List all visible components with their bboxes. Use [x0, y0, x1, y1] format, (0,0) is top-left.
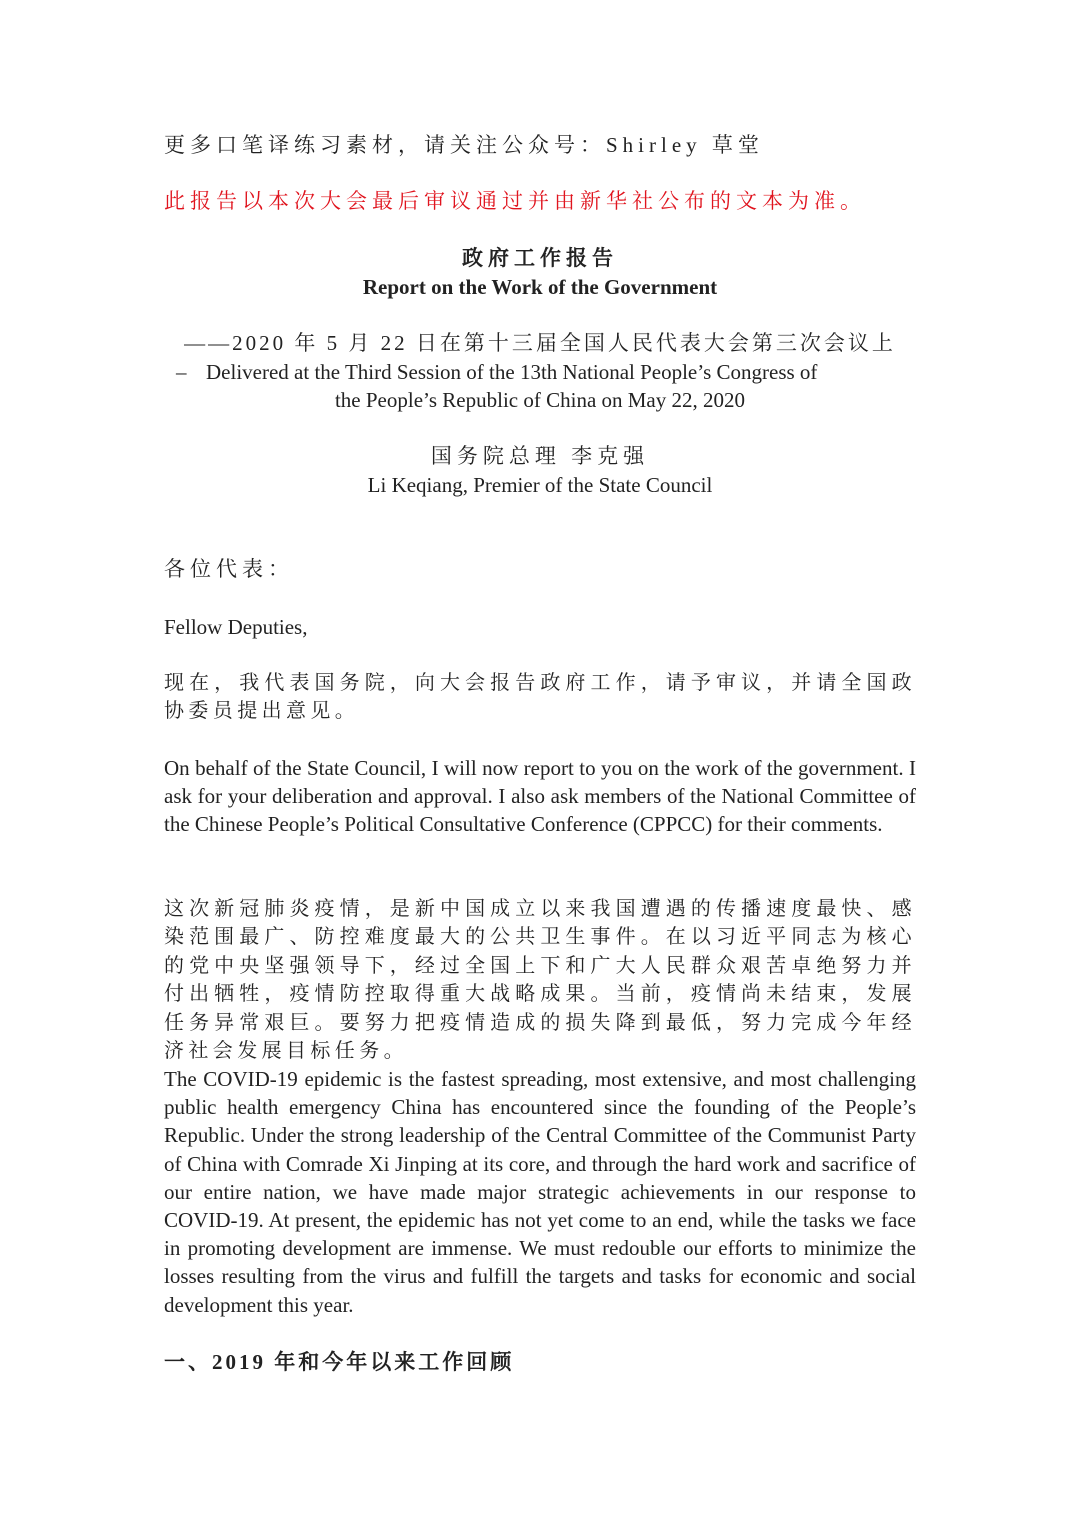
delivery-line-en-1: Delivered at the Third Session of the 13th National People’s Congress of [206, 360, 818, 384]
speaker-en: Li Keqiang, Premier of the State Council [367, 473, 713, 497]
follow-note: 更多口笔译练习素材，请关注公众号：Shirley 草堂 [164, 133, 764, 157]
paragraph-2-zh: 这次新冠肺炎疫情，是新中国成立以来我国遭遇的传播速度最快、感染范围最广、防控难度最大的公共卫生事件。在以习近平同志为核心的党中央坚强领导下，经过全国上下和广大人民群众艰苦卓绝努力并付出牺牲，疫情防控取得重大战略成果。当前，疫情尚未结束，发展任务异常艰巨。要努力把疫情造成的损失降到最低，努力完成今年经济社会发展目标任务。 [164, 898, 916, 1063]
report-title-zh: 政府工作报告 [462, 246, 618, 270]
report-title-en: Report on the Work of the Government [362, 275, 718, 299]
paragraph-1-en: On behalf of the State Council, I will now report to you on the work of the government. I ask for your deliberation and approval. I also ask members of the National Committee of the Chinese People’s Political Consultative Conference (CPPCC) for their comments. [164, 756, 916, 837]
delivery-line-zh: ——2020 年 5 月 22 日在第十三届全国人民代表大会第三次会议上 [184, 331, 896, 355]
salutation-en: Fellow Deputies, [164, 615, 308, 639]
paragraph-1-zh: 现在，我代表国务院，向大会报告政府工作，请予审议，并请全国政协委员提出意见。 [164, 672, 916, 723]
authoritative-text-notice: 此报告以本次大会最后审议通过并由新华社公布的文本为准。 [164, 189, 866, 213]
speaker-zh: 国务院总理 李克强 [430, 444, 650, 468]
salutation-zh: 各位代表： [164, 557, 294, 581]
paragraph-2-en: The COVID-19 epidemic is the fastest spreading, most extensive, and most challenging public health emergency China has encountered since the founding of the People’s Republic. Under the strong leadership of the Central Committee of the Communist Party of China with Comrade Xi Jinping at its core, and through the hard work and sacrifice of our entire nation, we have made major strategic achievements in our response to COVID-19. At present, the epidemic has not yet come to an end, while the tasks we face in promoting development are immense. We must redouble our efforts to minimize the losses resulting from the virus and fulfill the targets and tasks for economic and social development this year. [164, 1067, 916, 1317]
delivery-dash: – [176, 360, 187, 384]
section-heading: 一、2019 年和今年以来工作回顾 [164, 1350, 515, 1374]
delivery-line-en-2: the People’s Republic of China on May 22, 2020 [334, 388, 746, 412]
